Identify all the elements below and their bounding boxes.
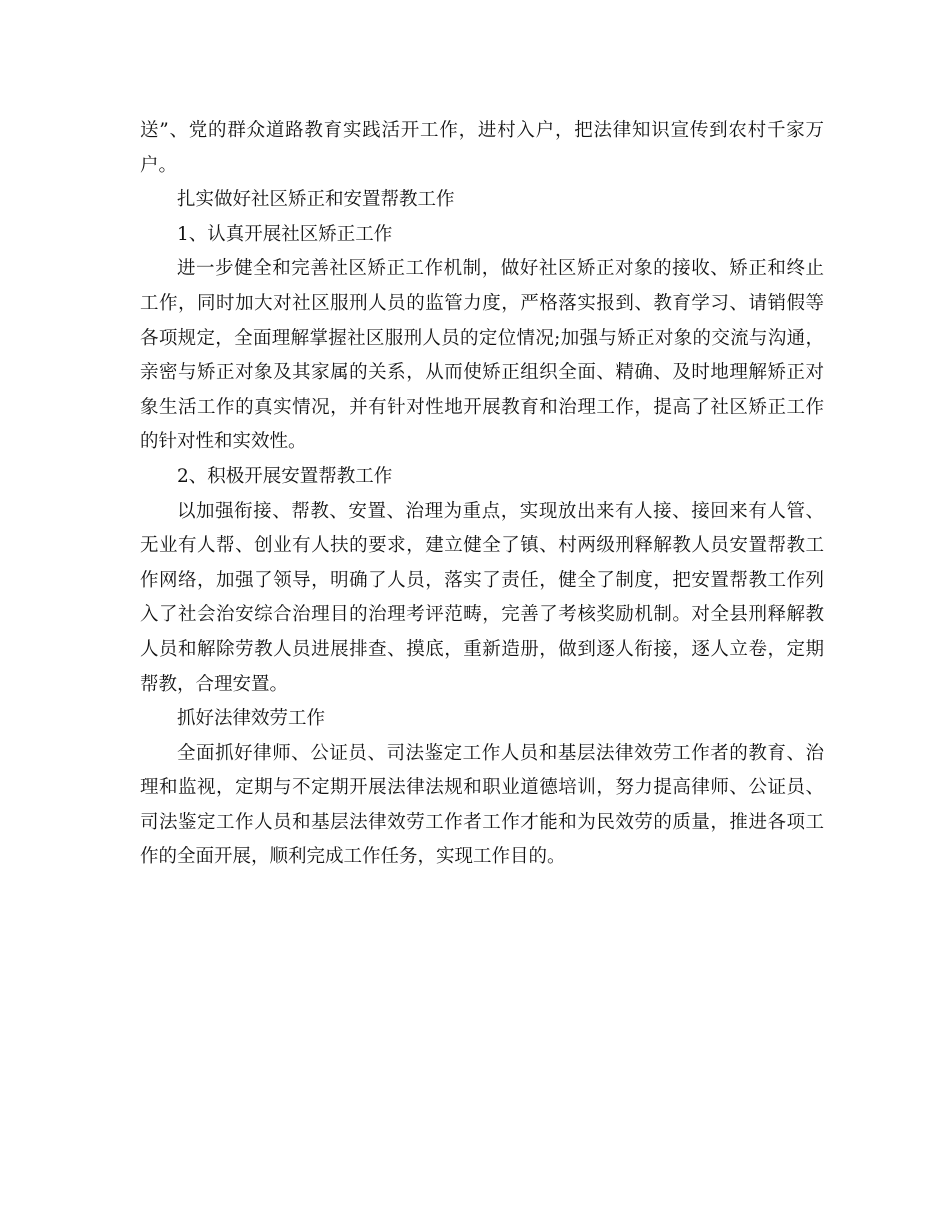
subsection-heading-resettlement-assistance: 2、积极开展安置帮教工作 xyxy=(177,465,393,487)
section-heading-community-correction-and-resettlement: 扎实做好社区矫正和安置帮教工作 xyxy=(177,189,455,211)
paragraph-legal-services: 全面抓好律师、公证员、司法鉴定工作人员和基层法律效劳工作者的教育、治理和监视，定期与不定期开展法律法规和职业道德培训，努力提高律师、公证员、司法鉴定工作人员和基层法律效劳工作者工作才能和为民效劳的质量，推进各项工作的全面开展，顺利完成工作任务，实现工作目的。 xyxy=(140,742,824,868)
subsection-heading-community-correction: 1、认真开展社区矫正工作 xyxy=(177,223,393,245)
paragraph-resettlement-assistance: 以加强衔接、帮教、安置、治理为重点，实现放出来有人接、接回来有人管、无业有人帮、创业有人扶的要求，建立健全了镇、村两级刑释解教人员安置帮教工作网络，加强了领导，明确了人员，落实了责任，健全了制度，把安置帮教工作列入了社会治安综合治理目的治理考评范畴，完善了考核奖励机制。对全县刑释解教人员和解除劳教人员进展排查、摸底，重新造册，做到逐人衔接，逐人立卷，定期帮教，合理安置。 xyxy=(140,500,824,695)
paragraph-community-correction: 进一步健全和完善社区矫正工作机制，做好社区矫正对象的接收、矫正和终止工作，同时加大对社区服刑人员的监管力度，严格落实报到、教育学习、请销假等各项规定，全面理解掌握社区服刑人员的定位情况;加强与矫正对象的交流与沟通，亲密与矫正对象及其家属的关系，从而使矫正组织全面、精确、及时地理解矫正对象生活工作的真实情况，并有针对性地开展教育和治理工作，提高了社区矫正工作的针对性和实效性。 xyxy=(140,258,824,453)
paragraph-continuation: 送”、党的群众道路教育实践活开工作，进村入户，把法律知识宣传到农村千家万户。 xyxy=(140,120,824,176)
document-body xyxy=(140,114,824,875)
section-heading-legal-services: 抓好法律效劳工作 xyxy=(177,708,326,730)
